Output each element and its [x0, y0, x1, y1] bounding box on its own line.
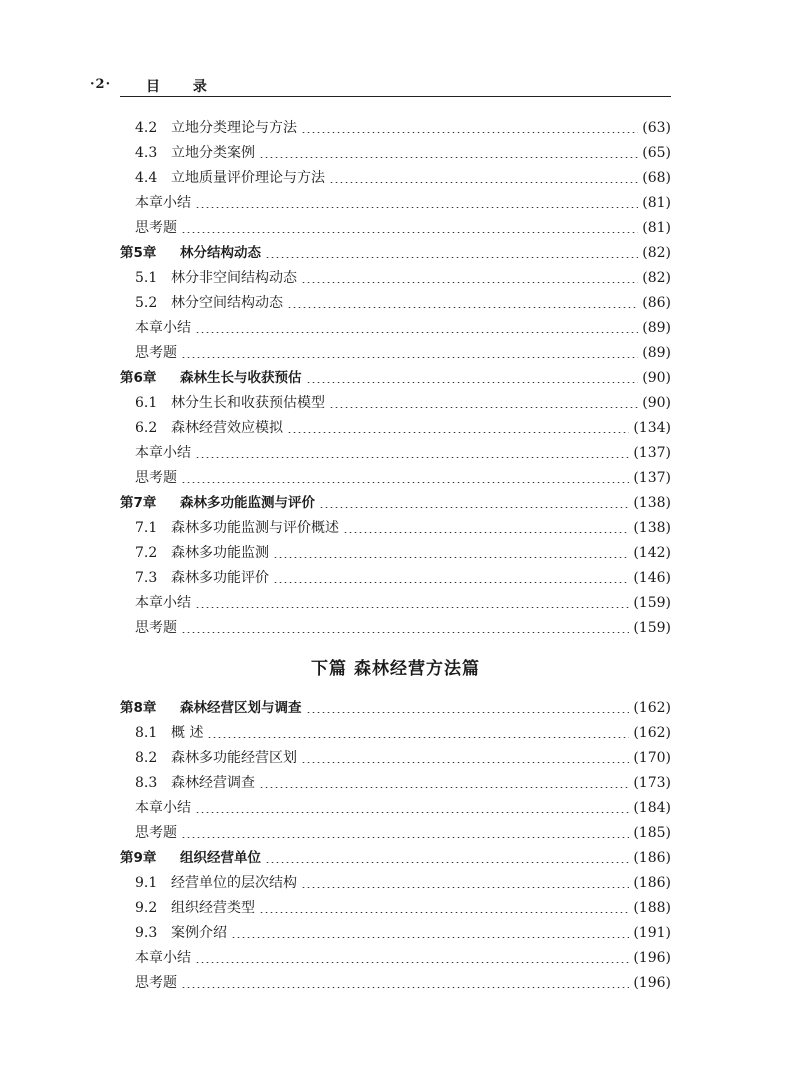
toc-entry-label	[120, 241, 261, 266]
dot-leader	[301, 125, 638, 133]
toc-entry-number: 4.4	[135, 170, 158, 186]
toc-entry-label	[120, 366, 302, 391]
dot-leader	[329, 175, 638, 183]
toc-section-entry[interactable]	[120, 191, 671, 216]
toc-entry-number: 7.3	[135, 570, 158, 586]
toc-entry-page: (173)	[633, 775, 671, 791]
toc-entry-title: 本章小结	[135, 950, 191, 966]
toc-chapter-entry[interactable]	[120, 491, 671, 516]
toc-section-entry[interactable]	[120, 266, 671, 291]
dot-leader	[181, 980, 629, 988]
toc-entry-label	[120, 491, 315, 516]
toc-entry-number: 8.2	[135, 750, 158, 766]
toc-entry-label	[135, 871, 297, 896]
dot-leader	[343, 525, 629, 533]
toc-entry-page: (146)	[633, 570, 671, 586]
toc-section-entry[interactable]	[120, 216, 671, 241]
toc-entry-label	[135, 341, 177, 366]
toc-section-entry[interactable]	[120, 796, 671, 821]
toc-entry-page: (142)	[633, 545, 671, 561]
toc-entry-title: 森林多功能监测与评价	[180, 495, 315, 511]
toc-entry-label	[135, 291, 283, 316]
toc-entry-label	[135, 266, 297, 291]
toc-entry-page: (90)	[642, 395, 671, 411]
dot-leader	[265, 855, 629, 863]
toc-entry-label	[135, 316, 191, 341]
toc-entry-label	[135, 516, 339, 541]
toc-entry-page: (159)	[633, 595, 671, 611]
toc-entry-title: 森林经营调查	[171, 775, 255, 791]
toc-section-entry[interactable]	[120, 971, 671, 996]
toc-entry-page: (170)	[633, 750, 671, 766]
toc-entry-page: (82)	[642, 245, 671, 261]
toc-entry-title: 本章小结	[135, 595, 191, 611]
toc-entry-title: 森林经营效应模拟	[171, 420, 283, 436]
dot-leader	[301, 275, 638, 283]
toc-entry-label	[135, 721, 203, 746]
toc-section-entry[interactable]	[120, 946, 671, 971]
toc-entry-label	[135, 771, 255, 796]
dot-leader	[329, 400, 638, 408]
toc-entry-title: 立地分类案例	[171, 145, 255, 161]
toc-entry-title: 案例介绍	[171, 925, 227, 941]
toc-section-entry[interactable]	[120, 341, 671, 366]
toc-section-entry[interactable]	[120, 591, 671, 616]
dot-leader	[181, 350, 638, 358]
toc-entry-number: 第9章	[120, 850, 157, 866]
toc-entry-number: 4.2	[135, 120, 158, 136]
toc-entry-label	[135, 796, 191, 821]
toc-entry-page: (196)	[633, 975, 671, 991]
toc-entry-title: 森林多功能监测与评价概述	[171, 520, 339, 536]
toc-entry-label	[135, 921, 227, 946]
dot-leader	[287, 300, 638, 308]
toc-entry-title: 森林多功能评价	[171, 570, 269, 586]
toc-entry-page: (185)	[633, 825, 671, 841]
toc-entry-number: 第5章	[120, 245, 157, 261]
header-title: 目 录	[146, 79, 221, 95]
toc-entry-page: (162)	[633, 725, 671, 741]
toc-section-entry[interactable]	[120, 566, 671, 591]
dot-leader	[231, 930, 629, 938]
part-title: 下篇 森林经营方法篇	[311, 659, 480, 679]
toc-entry-number: 第8章	[120, 700, 157, 716]
toc-entry-number: 9.1	[135, 875, 158, 891]
dot-leader	[195, 450, 629, 458]
toc-entry-label	[135, 821, 177, 846]
toc-section-entry[interactable]	[120, 771, 671, 796]
toc-entry-number: 7.1	[135, 520, 158, 536]
toc-entry-title: 本章小结	[135, 320, 191, 336]
toc-entry-title: 林分生长和收获预估模型	[171, 395, 325, 411]
toc-entry-page: (196)	[633, 950, 671, 966]
toc-entry-label	[135, 616, 177, 641]
dot-leader	[301, 880, 629, 888]
toc-entry-page: (162)	[633, 700, 671, 716]
dot-leader	[207, 730, 629, 738]
dot-leader	[181, 625, 629, 633]
toc-entry-page: (186)	[633, 850, 671, 866]
toc-entry-number: 8.1	[135, 725, 158, 741]
toc-entry-page: (138)	[633, 495, 671, 511]
toc-chapter-entry[interactable]	[120, 696, 671, 721]
toc-section-entry[interactable]	[120, 116, 671, 141]
toc-section-entry[interactable]	[120, 441, 671, 466]
toc-entry-page: (137)	[633, 445, 671, 461]
toc-entry-page: (68)	[642, 170, 671, 186]
toc-entry-number: 4.3	[135, 145, 158, 161]
toc-section-entry[interactable]	[120, 821, 671, 846]
toc-entry-title: 林分结构动态	[180, 245, 261, 261]
toc-entry-label	[135, 216, 177, 241]
dot-leader	[259, 780, 629, 788]
toc-entry-label	[135, 896, 255, 921]
toc-entry-label	[135, 441, 191, 466]
toc-section-entry[interactable]	[120, 616, 671, 641]
toc-entry-title: 组织经营类型	[171, 900, 255, 916]
toc-entry-page: (186)	[633, 875, 671, 891]
toc-section-entry[interactable]	[120, 516, 671, 541]
toc-entry-number: 5.2	[135, 295, 158, 311]
toc-entry-page: (134)	[633, 420, 671, 436]
toc-entry-page: (63)	[642, 120, 671, 136]
toc-section-entry[interactable]	[120, 391, 671, 416]
toc-entry-number: 7.2	[135, 545, 158, 561]
toc-section-entry[interactable]	[120, 721, 671, 746]
toc-entry-page: (65)	[642, 145, 671, 161]
toc-section-entry[interactable]	[120, 316, 671, 341]
toc-entry-label	[135, 946, 191, 971]
toc-entry-number: 5.1	[135, 270, 158, 286]
toc-entry-title: 经营单位的层次结构	[171, 875, 297, 891]
dot-leader	[181, 830, 629, 838]
dot-leader	[195, 325, 638, 333]
toc-entry-title: 思考题	[135, 620, 177, 636]
toc-entry-label	[135, 591, 191, 616]
dot-leader	[306, 375, 639, 383]
dot-leader	[319, 500, 629, 508]
toc-entry-number: 6.2	[135, 420, 158, 436]
toc-chapter-entry[interactable]	[120, 846, 671, 871]
toc-section-entry[interactable]	[120, 541, 671, 566]
toc-entry-label	[135, 746, 297, 771]
toc-entry-title: 本章小结	[135, 195, 191, 211]
toc-entry-title: 本章小结	[135, 445, 191, 461]
toc-entry-page: (191)	[633, 925, 671, 941]
toc-entry-title: 林分非空间结构动态	[171, 270, 297, 286]
toc-entry-page: (188)	[633, 900, 671, 916]
toc-entry-label	[135, 166, 325, 191]
toc-entry-title: 思考题	[135, 825, 177, 841]
dot-leader	[195, 200, 638, 208]
dot-leader	[301, 755, 629, 763]
toc-entry-page: (89)	[642, 345, 671, 361]
toc-section-entry[interactable]	[120, 416, 671, 441]
toc-entry-label	[135, 141, 255, 166]
toc-entry-title: 立地分类理论与方法	[171, 120, 297, 136]
dot-leader	[259, 905, 629, 913]
toc-entry-title: 思考题	[135, 975, 177, 991]
toc-entry-title: 森林多功能经营区划	[171, 750, 297, 766]
dot-leader	[287, 425, 629, 433]
dot-leader	[273, 575, 629, 583]
toc-section-entry[interactable]	[120, 166, 671, 191]
toc-entry-page: (159)	[633, 620, 671, 636]
dot-leader	[195, 955, 629, 963]
dot-leader	[265, 250, 638, 258]
toc-entry-page: (89)	[642, 320, 671, 336]
toc-entry-label	[120, 846, 261, 871]
toc-entry-page: (82)	[642, 270, 671, 286]
toc-entry-title: 本章小结	[135, 800, 191, 816]
toc-entry-page: (86)	[642, 295, 671, 311]
toc-entry-number: 9.3	[135, 925, 158, 941]
dot-leader	[181, 225, 638, 233]
toc-entry-label	[135, 466, 177, 491]
toc-entry-title: 组织经营单位	[180, 850, 261, 866]
toc-entry-number: 6.1	[135, 395, 158, 411]
toc-entry-label	[135, 566, 269, 591]
dot-leader	[273, 550, 629, 558]
toc-section-entry[interactable]	[120, 746, 671, 771]
toc-section-entry[interactable]	[120, 921, 671, 946]
dot-leader	[306, 705, 630, 713]
toc-entry-page: (81)	[642, 220, 671, 236]
toc-entry-title: 森林经营区划与调查	[180, 700, 302, 716]
toc-entry-title: 立地质量评价理论与方法	[171, 170, 325, 186]
toc-chapter-entry[interactable]	[120, 366, 671, 391]
toc-entry-number: 8.3	[135, 775, 158, 791]
toc-section-entry[interactable]	[120, 291, 671, 316]
toc-section-entry[interactable]	[120, 141, 671, 166]
toc-entry-label	[135, 191, 191, 216]
toc-entry-page: (81)	[642, 195, 671, 211]
toc-entry-title: 林分空间结构动态	[171, 295, 283, 311]
toc-entry-label	[135, 116, 297, 141]
toc-entry-title: 思考题	[135, 220, 177, 236]
toc-entry-page: (137)	[633, 470, 671, 486]
toc-entry-label	[120, 696, 302, 721]
dot-leader	[195, 600, 629, 608]
toc-entry-page: (184)	[633, 800, 671, 816]
toc-entry-page: (90)	[642, 370, 671, 386]
toc-entry-title: 森林生长与收获预估	[180, 370, 302, 386]
page-number: ·2·	[90, 77, 112, 92]
toc-entry-title: 思考题	[135, 345, 177, 361]
toc-section-entry[interactable]	[120, 896, 671, 921]
dot-leader	[195, 805, 629, 813]
toc-entry-title: 森林多功能监测	[171, 545, 269, 561]
dot-leader	[259, 150, 638, 158]
toc-entry-number: 第7章	[120, 495, 157, 511]
toc-entry-label	[135, 541, 269, 566]
page-header	[90, 76, 671, 97]
toc-section-entry[interactable]	[120, 466, 671, 491]
toc-entry-title: 概 述	[171, 725, 204, 741]
dot-leader	[181, 475, 629, 483]
toc-entry-title: 思考题	[135, 470, 177, 486]
toc-entry-page: (138)	[633, 520, 671, 536]
toc-entry-number: 9.2	[135, 900, 158, 916]
toc-entry-number: 第6章	[120, 370, 157, 386]
toc-section-entry[interactable]	[120, 871, 671, 896]
toc-entry-label	[135, 416, 283, 441]
toc-entry-label	[135, 391, 325, 416]
toc-entry-label	[135, 971, 177, 996]
table-of-contents	[120, 116, 671, 996]
toc-chapter-entry[interactable]	[120, 241, 671, 266]
